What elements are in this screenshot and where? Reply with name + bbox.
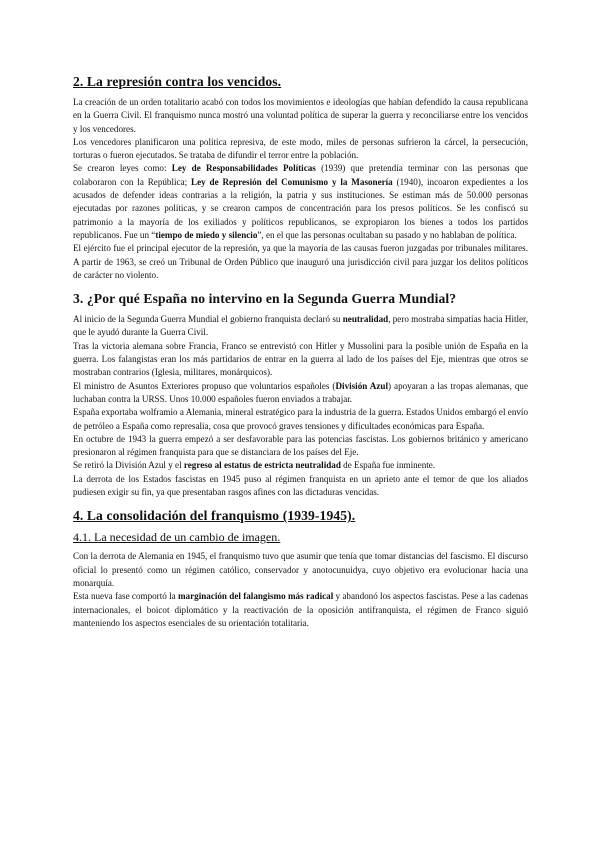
document-page [73, 74, 528, 630]
section-3-paragraph: La derrota de los Estados fascistas en 1945 puso al régimen franquista en un aprieto ante el temor de que los aliados pudiesen exigir su fin, ya que presentaban rasgos afines con las dictaduras vencidas. [73, 473, 528, 498]
section-3-paragraph: Tras la victoria alemana sobre Francia, Franco se entrevistó con Hitler y Mussolini para la posible unión de España en la guerra. Los falangistas eran los más partidarios de entrar en la guerra al lado de los países del Eje, mientras que otros se mostraban contrarios (Iglesia, militares, monárquicos). [73, 340, 528, 378]
section-4-title: 4. La consolidación del franquismo (1939-1945). [73, 508, 356, 524]
section-3-paragraph: Al inicio de la Segunda Guerra Mundial el gobierno franquista declaró su neutralidad, pero mostraba simpatías hacia Hitler, que le ayudó durante la Guerra Civil. [73, 314, 528, 338]
section-2-paragraph: Se crearon leyes como: Ley de Responsabilidades Políticas (1939) que pretendía terminar con las personas que colaboraron con la República; Ley de Represión del Comunismo y la Masonería (1940), incoaron expedientes a los acusados de defender ideas contrarias a la religión, la patria y sus instituciones. Se estiman más de 50.000 personas ejecutadas por razones políticas, y se crearon campos de concentración para los presos políticos. Se les confiscó su patrimonio a la mayoría de los exiliados y políticos republicanos, se expropiaron los bienes a todos los partidos republicanos. Fue un “tiempo de miedo y silencio”, en el que las personas ocultaban su pasado y no hablaban de política. [73, 163, 528, 240]
section-4-paragraph: Con la derrota de Alemania en 1945, el franquismo tuvo que asumir que tenía que tomar distancias del fascismo. El discurso oficial lo presentó como un régimen católico, conservador y anotocunuidya, cuyo objetivo era evolucionar hacia una monarquía. [73, 551, 528, 588]
subsection-4-1-title: 4.1. La necesidad de un cambio de imagen. [73, 530, 281, 545]
section-3-paragraph: Se retiró la División Azul y el regreso al estatus de estricta neutralidad de España fue inminente. [73, 460, 436, 471]
section-3-title: 3. ¿Por qué España no intervino en la Segunda Guerra Mundial? [73, 291, 457, 307]
section-2-paragraph: El ejército fue el principal ejecutor de la represión, ya que la mayoría de las causas fueron juzgadas por tribunales militares. A partir de 1963, se creó un Tribunal de Orden Público que inauguró una jurisdicción civil para juzgar los delitos políticos de carácter no violento. [73, 243, 528, 280]
section-3-paragraph: El ministro de Asuntos Exteriores propuso que voluntarios españoles (División Azul) apoyaran a las tropas alemanas, que luchaban contra la URSS. Unos 10.000 españoles fueron enviados a trabajar. [73, 380, 528, 404]
section-2-title: 2. La represión contra los vencidos. [73, 74, 282, 89]
section-2-paragraph: La creación de un orden totalitario acabó con todos los movimientos e ideologías que habían defendido la causa republicana en la Guerra Civil. El franquismo nunca mostró una voluntad política de superar la guerra y reconciliarse entre los vencidos y los vencedores. [73, 97, 528, 134]
section-4-paragraph: Esta nueva fase comportó la marginación del falangismo más radical y abandonó los aspectos fascistas. Pese a las cadenas internacionales, el boicot diplomático y la reactivación de la oposición antifranquista, el régimen de Franco siguió manteniendo los aspectos esenciales de su orientación totalitaria. [73, 591, 529, 628]
section-3-paragraph: España exportaba wolframio a Alemania, mineral estratégico para la industria de la guerra. Estados Unidos embargó el envío de petróleo a España como represalia, cosa que provocó graves tensiones y dificultades económicas para España. [73, 407, 528, 431]
section-2-paragraph: Los vencedores planificaron una política represiva, de este modo, miles de personas sufrieron la cárcel, la persecución, torturas o fueron ejecutados. Se trataba de difundir el terror entre la población. [73, 136, 528, 161]
section-3-paragraph: En octubre de 1943 la guerra empezó a ser desfavorable para las potencias fascistas. Los gobiernos británico y americano presionaron al régimen franquista para que se distanciara de los países del Eje. [73, 433, 528, 458]
